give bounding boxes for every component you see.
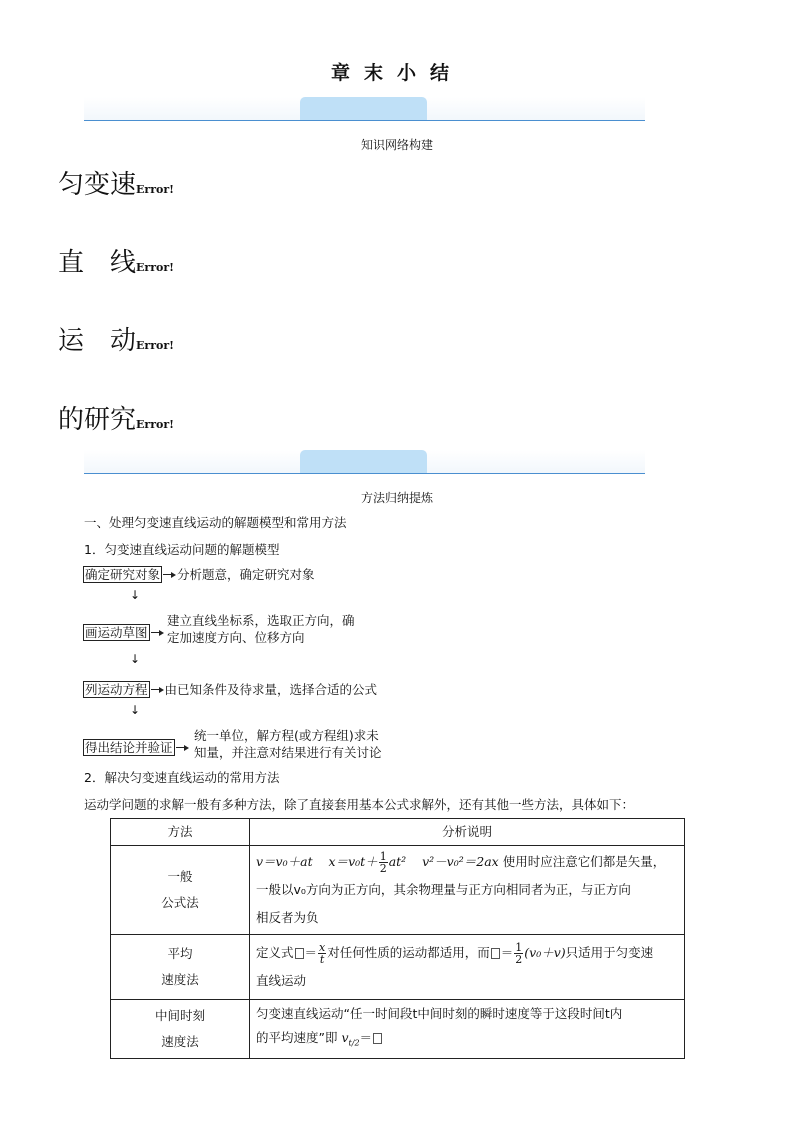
flow-step-desc: [167, 612, 355, 646]
method-name-cell: [111, 846, 250, 935]
methods-intro: 运动学问题的求解一般有多种方法，除了直接套用基本公式求解外，还有其他一些方法，具体如下：: [84, 797, 635, 812]
network-row-label: 的研究: [58, 405, 137, 435]
flow-step: [83, 622, 165, 641]
formula: (v₀＋v): [524, 945, 566, 960]
table-header-cell: 方法: [111, 819, 250, 846]
mean-velocity-symbol-icon: [491, 948, 500, 959]
formula: v＝v₀＋at: [256, 854, 313, 869]
network-row-label: 运 动: [58, 326, 137, 356]
flow-step: [83, 679, 377, 698]
fraction-numerator: 1: [379, 850, 387, 863]
fraction-numerator: x: [319, 941, 326, 954]
fraction-denominator: 2: [379, 862, 387, 875]
fraction: [379, 851, 388, 874]
method-name-line: 中间时刻: [154, 1007, 205, 1023]
flow-step-desc-line: 建立直线坐标系，选取正方向，确: [167, 613, 355, 628]
equals-sign: ＝: [304, 945, 318, 960]
desc-text: 一般以v₀方向为正方向，其余物理量与正方向相同者为正，与正方向: [256, 882, 631, 897]
formula: v: [341, 1030, 349, 1045]
arrow-right-icon: [176, 747, 184, 748]
fraction: [514, 942, 523, 965]
formula: at²: [388, 854, 407, 869]
formula-subscript: t/2: [348, 1038, 360, 1048]
desc-text: 直线运动: [256, 973, 307, 988]
network-row-label: 直 线: [58, 248, 137, 278]
flow-step: [83, 737, 190, 756]
down-arrow-icon: ↓: [130, 588, 141, 602]
subheading-model: 1．匀变速直线运动问题的解题模型: [84, 542, 280, 557]
desc-text: 相反者为负: [256, 910, 319, 925]
flow-step-desc: 分析题意，确定研究对象: [177, 567, 315, 582]
down-arrow-icon: ↓: [130, 652, 141, 666]
arrow-head-icon: [171, 572, 176, 578]
method-desc-cell: [250, 846, 685, 935]
fraction-denominator: t: [319, 953, 325, 966]
network-row: [58, 399, 174, 436]
method-name-line: 一般: [167, 869, 193, 884]
method-name-line: 公式法: [161, 895, 199, 910]
table-row: [111, 935, 685, 1000]
flow-step-box: 确定研究对象: [85, 567, 161, 582]
subheading-methods: 2．解决匀变速直线运动的常用方法: [84, 770, 280, 785]
method-name-line: 速度法: [161, 972, 199, 987]
method-name-line: 平均: [167, 946, 193, 961]
method-name-line: 速度法: [161, 1033, 199, 1049]
flow-step-desc-line: 统一单位，解方程(或方程组)求未: [194, 728, 379, 743]
flow-step-desc-line: 知量，并注意对结果进行有关讨论: [194, 745, 382, 760]
arrow-right-icon: [151, 689, 159, 690]
method-name-cell: [111, 935, 250, 1000]
arrow-head-icon: [184, 745, 189, 751]
error-ref: Error!: [136, 183, 174, 196]
page-title: 章末小结: [330, 62, 463, 84]
desc-text: 定义式: [256, 945, 294, 960]
equals-sign: ＝: [500, 945, 514, 960]
error-ref: Error!: [136, 261, 174, 274]
flow-step-desc: 由已知条件及待求量，选择合适的公式: [164, 682, 378, 697]
desc-text: 对任何性质的运动都适用，而: [327, 945, 490, 960]
flow-step-desc-line: 定加速度方向、位移方向: [167, 630, 305, 645]
error-ref: Error!: [136, 339, 174, 352]
flow-step-desc: [194, 727, 382, 761]
table-header-cell: 分析说明: [250, 819, 685, 846]
method-desc-cell: [250, 1000, 685, 1059]
mean-velocity-symbol-icon: [295, 948, 304, 959]
network-row: [58, 320, 174, 357]
section-caption-methods: 方法归纳提炼: [360, 491, 433, 505]
flow-step-box: 列运动方程: [85, 682, 148, 697]
error-ref: Error!: [136, 418, 174, 431]
flow-step: [83, 564, 315, 583]
formula-line: [256, 848, 678, 876]
desc-text: 只适用于匀变速: [565, 945, 654, 960]
arrow-right-icon: [163, 574, 171, 575]
desc-text: 匀变速直线运动“任一时间段t中间时刻的瞬时速度等于这段时间t内: [256, 1006, 623, 1021]
formula: x＝v₀t＋: [328, 854, 378, 869]
section-divider: [84, 97, 645, 121]
equals-sign: ＝: [359, 1030, 373, 1045]
methods-table: [110, 818, 685, 1059]
section-divider: [84, 450, 645, 474]
table-header-row: [111, 819, 685, 846]
methods-heading: 一、处理匀变速直线运动的解题模型和常用方法: [84, 515, 347, 530]
arrow-head-icon: [159, 630, 164, 636]
fraction-numerator: 1: [515, 941, 523, 954]
flow-step-box: 画运动草图: [85, 625, 148, 640]
network-row: [58, 164, 174, 201]
section-caption-network: 知识网络构建: [360, 138, 433, 152]
mean-velocity-symbol-icon: [373, 1033, 382, 1044]
network-row: [58, 242, 174, 279]
table-row: [111, 1000, 685, 1059]
desc-text: 的平均速度”即: [256, 1030, 338, 1045]
formula-line: [256, 939, 678, 967]
flow-step-box: 得出结论并验证: [85, 740, 173, 755]
network-row-label: 匀变速: [58, 170, 137, 200]
fraction: [318, 942, 326, 965]
table-row: [111, 846, 685, 935]
desc-text: 使用时应注意它们都是矢量，: [502, 854, 666, 869]
fraction-denominator: 2: [515, 953, 523, 966]
formula-line: [256, 1026, 678, 1056]
formula: v²－v₀²＝2ax: [422, 854, 499, 869]
down-arrow-icon: ↓: [130, 703, 141, 717]
arrow-head-icon: [159, 687, 164, 693]
method-name-cell: [111, 1000, 250, 1059]
arrow-right-icon: [151, 632, 159, 633]
method-desc-cell: [250, 935, 685, 1000]
